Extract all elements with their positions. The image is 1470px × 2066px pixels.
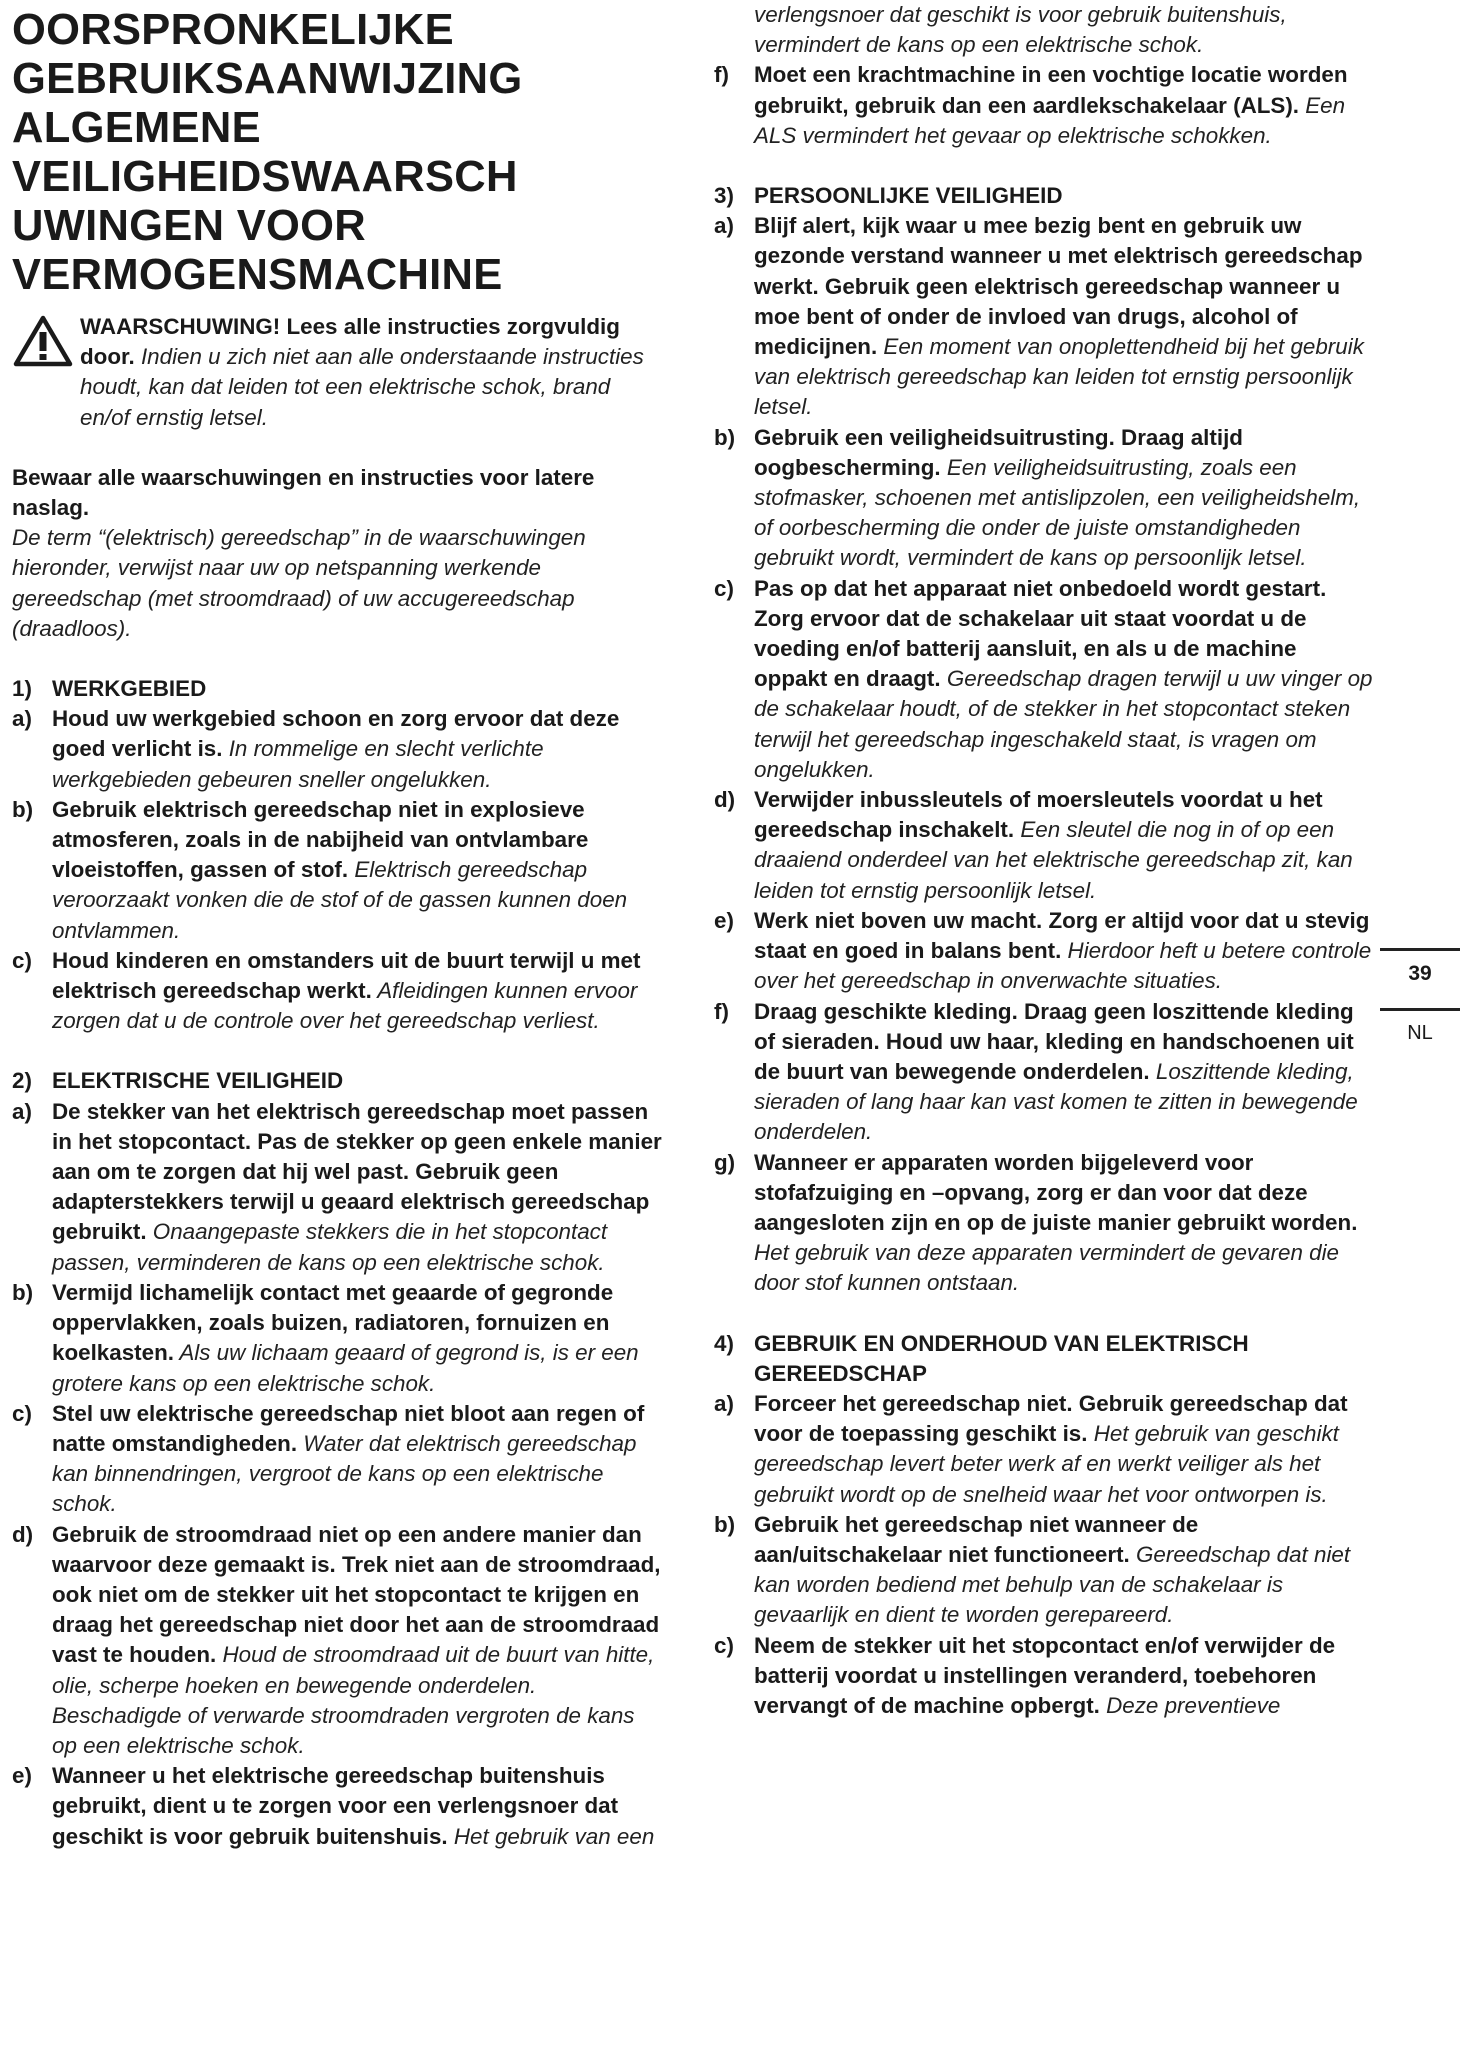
item-label: e) xyxy=(12,1763,32,1789)
continued-italic: verlengsnoer dat geschikt is voor gebruik buitenshuis, vermindert de kans op een elektrische schok. xyxy=(754,2,1287,58)
item-bold: Vermijd lichamelijk contact met geaarde of gegronde oppervlakken, zoals buizen, radiatoren, fornuizen en koelkasten. xyxy=(52,1279,614,1366)
item-italic: Water dat elektrisch gereedschap kan binnendringen, vergroot de kans op een elektrische schok. xyxy=(52,1430,637,1517)
item-bold: Houd uw werkgebied schoon en zorg ervoor dat deze goed verlicht is. xyxy=(52,706,620,762)
section-heading-3 xyxy=(714,181,1374,211)
item-label: b) xyxy=(714,1511,736,1537)
item-italic: Gereedschap dat niet kan worden bediend met behulp van de schakelaar is gevaarlijk en dient te worden gerepareerd. xyxy=(754,1541,1351,1628)
item-italic: Een veiligheidsuitrusting, zoals een stofmasker, schoenen met antislipzolen, een veiligheidshelm, of oorbescherming die onder de juiste omstandigheden gebruikt wordt, vermindert de kans op persoonlijk letsel. xyxy=(754,454,1361,571)
section-heading-1 xyxy=(12,674,664,704)
item-label: a) xyxy=(714,213,734,239)
title-line: OORSPRONKELIJKE xyxy=(12,6,454,54)
right-column xyxy=(714,0,1374,1721)
section-title: ELEKTRISCHE VEILIGHEID xyxy=(52,1068,344,1094)
list-item xyxy=(714,906,1374,997)
title-line: VEILIGHEIDSWAARSCH xyxy=(12,153,518,201)
term-definition xyxy=(12,523,664,644)
item-italic: Een sleutel die nog in of op een draaiend onderdeel van het elektrische gereedschap zit, kan leiden tot ernstig persoonlijk letsel. xyxy=(754,817,1353,903)
item-italic: Het gebruik van deze apparaten vermindert de gevaren die door stof kunnen ontstaan. xyxy=(754,1240,1340,1296)
item-bold: Gebruik het gereedschap niet wanneer de aan/uitschakelaar niet functioneert. xyxy=(754,1511,1199,1567)
item-bold: Houd kinderen en omstanders uit de buurt terwijl u met elektrisch gereedschap werkt. xyxy=(52,947,641,1004)
item-italic: In rommelige en slecht verlichte werkgebieden gebeuren sneller ongelukken. xyxy=(52,736,544,792)
title-line: GEBRUIKSAANWIJZING xyxy=(12,55,523,103)
left-column xyxy=(12,0,664,1852)
item-label: a) xyxy=(714,1390,734,1416)
list-item xyxy=(714,1510,1374,1631)
section-1-list xyxy=(12,704,664,1036)
item-label: d) xyxy=(12,1521,34,1547)
item-bold: Gebruik de stroomdraad niet op een andere manier dan waarvoor deze gemaakt is. Trek niet aan de stroomdraad, ook niet om de stekker uit het stopcontact te krijgen en draag het gereedschap niet door het aan de stroomdraad vast te houden. xyxy=(52,1521,661,1668)
warning-bold: WAARSCHUWING! Lees alle instructies zorgvuldig door. xyxy=(80,314,620,370)
warning-text xyxy=(12,312,664,433)
section-title: WERKGEBIED xyxy=(52,676,207,702)
item-bold: Stel uw elektrische gereedschap niet bloot aan regen of natte omstandigheden. xyxy=(52,1400,645,1456)
warning-italic: Indien u zich niet aan alle onderstaande instructies houdt, kan dat leiden tot een elektrische schok, brand en/of ernstig letsel. xyxy=(80,344,644,430)
item-bold: Blijf alert, kijk waar u mee bezig bent en gebruik uw gezonde verstand wanneer u met elektrisch gereedschap werkt. Gebruik geen elektrisch gereedschap wanneer u moe bent of onder de invloed van drugs, alcohol of medicijnen. xyxy=(754,213,1363,360)
keep-instructions xyxy=(12,463,664,523)
item-label: b) xyxy=(714,424,736,450)
item-bold: Neem de stekker uit het stopcontact en/of verwijder de batterij voordat u instellingen veranderd, toebehoren vervangt of de machine opbergt. xyxy=(754,1632,1336,1718)
item-italic: Onaangepaste stekkers die in het stopcontact passen, verminderen de kans op een elektrische schok. xyxy=(52,1219,608,1275)
list-item xyxy=(714,1389,1374,1510)
item-label: f) xyxy=(714,62,729,88)
item-bold: Pas op dat het apparaat niet onbedoeld wordt gestart. Zorg ervoor dat de schakelaar uit staat voordat u de voeding en/of batterij aansluit, en als u de machine oppakt en draagt. xyxy=(754,575,1327,692)
list-item xyxy=(714,211,1374,422)
page-title xyxy=(12,6,664,300)
section-number: 2) xyxy=(12,1068,32,1094)
list-item xyxy=(12,1278,664,1399)
item-bold: Verwijder inbussleutels of moersleutels voordat u het gereedschap inschakelt. xyxy=(754,787,1323,843)
item-italic: Loszittende kleding, sieraden of lang haar kan vast komen te zitten in bewegende onderdelen. xyxy=(754,1058,1358,1145)
item-bold: Gebruik elektrisch gereedschap niet in explosieve atmosferen, zoals in de nabijheid van ontvlambare vloeistoffen, gassen of stof. xyxy=(52,796,589,883)
item-label: g) xyxy=(714,1149,736,1175)
list-item xyxy=(12,704,664,795)
section-title: GEBRUIK EN ONDERHOUD VAN ELEKTRISCH GEREEDSCHAP xyxy=(754,1330,1249,1386)
list-item xyxy=(714,785,1374,906)
list-item xyxy=(12,1399,664,1520)
list-item xyxy=(714,423,1374,574)
item-bold: Werk niet boven uw macht. Zorg er altijd voor dat u stevig staat en goed in balans bent. xyxy=(754,907,1370,964)
item-label: c) xyxy=(714,575,734,601)
list-item xyxy=(714,997,1374,1148)
section-heading-4 xyxy=(714,1329,1374,1389)
item-label: d) xyxy=(714,787,736,813)
list-item xyxy=(714,574,1374,785)
item-bold: Moet een krachtmachine in een vochtige locatie worden gebruikt, gebruik dan een aardlekschakelaar (ALS). xyxy=(754,62,1348,118)
section-heading-2 xyxy=(12,1066,664,1096)
item-italic: Deze preventieve xyxy=(1099,1692,1281,1718)
item-label: c) xyxy=(12,1400,32,1426)
item-bold: Forceer het gereedschap niet. Gebruik gereedschap dat voor de toepassing geschikt is. xyxy=(754,1390,1348,1447)
item-italic: Het gebruik van geschikt gereedschap levert beter werk af en werkt veiliger als het gebruikt wordt op de snelheid waar het voor ontworpen is. xyxy=(754,1421,1339,1507)
item-label: f) xyxy=(714,998,729,1024)
item-label: a) xyxy=(12,1098,32,1124)
warning-triangle-icon xyxy=(12,314,74,368)
item-bold: Wanneer u het elektrische gereedschap buitenshuis gebruikt, dient u te zorgen voor een verlengsnoer dat geschikt is voor gebruik buitenshuis. xyxy=(52,1763,619,1849)
list-item xyxy=(12,795,664,946)
list-item xyxy=(12,946,664,1037)
list-item xyxy=(714,60,1374,151)
page-number: 39 xyxy=(1408,962,1432,985)
item-label: b) xyxy=(12,796,34,822)
list-item xyxy=(12,1520,664,1762)
section-4-list xyxy=(714,1389,1374,1721)
warning-block xyxy=(12,312,664,433)
item-italic: Het gebruik van een xyxy=(447,1823,655,1849)
continued-text xyxy=(714,0,1374,60)
item-label: e) xyxy=(714,907,734,933)
section-3-list xyxy=(714,211,1374,1298)
title-line: UWINGEN VOOR xyxy=(12,202,367,250)
list-item xyxy=(714,1148,1374,1299)
item-italic: Een ALS vermindert het gevaar op elektrische schokken. xyxy=(754,92,1346,148)
item-italic: Elektrisch gereedschap veroorzaakt vonken die de stof of de gassen kunnen doen ontvlammen. xyxy=(52,857,628,943)
item-italic: Gereedschap dragen terwijl u uw vinger op de schakelaar houdt, of de stekker in het stopcontact steken terwijl het gereedschap ingeschakeld staat, is vragen om ongelukken. xyxy=(754,666,1373,782)
item-italic: Houd de stroomdraad uit de buurt van hitte, olie, scherpe hoeken en bewegende onderdelen. Beschadigde of verwarde stroomdraden vergroten de kans op een elektrische schok. xyxy=(52,1642,655,1758)
list-item xyxy=(714,1631,1374,1722)
section-2-list xyxy=(12,1097,664,1852)
term-definition-text: De term “(elektrisch) gereedschap” in de waarschuwingen hieronder, verwijst naar uw op netspanning werkende gereedschap (met stroomdraad) of uw accugereedschap (draadloos). xyxy=(12,525,586,641)
list-item xyxy=(12,1761,664,1852)
section-number: 1) xyxy=(12,676,32,702)
item-italic: Een moment van onoplettendheid bij het gebruik van elektrisch gereedschap kan leiden tot ernstig persoonlijk letsel. xyxy=(754,334,1364,420)
list-item xyxy=(12,1097,664,1278)
keep-bold: Bewaar alle waarschuwingen en instructies voor latere naslag. xyxy=(12,464,595,521)
section-number: 3) xyxy=(714,183,734,209)
item-italic: Hierdoor heft u betere controle over het gereedschap in onverwachte situaties. xyxy=(754,938,1372,994)
title-line: VERMOGENSMACHINE xyxy=(12,251,503,299)
item-bold: Wanneer er apparaten worden bijgeleverd voor stofafzuiging en –opvang, zorg er dan voor dat deze aangesloten zijn en op de juiste manier gebruikt worden. xyxy=(754,1149,1358,1235)
item-bold: Draag geschikte kleding. Draag geen loszittende kleding of sieraden. Houd uw haar, kleding en handschoenen uit de buurt van bewegende onderdelen. xyxy=(754,998,1354,1084)
item-label: c) xyxy=(714,1632,734,1658)
item-bold: Gebruik een veiligheidsuitrusting. Draag altijd oogbescherming. xyxy=(754,424,1243,480)
item-bold: De stekker van het elektrisch gereedschap moet passen in het stopcontact. Pas de stekker op geen enkele manier aan om te zorgen dat hij wel past. Gebruik geen adapterstekkers terwijl u geaard elektrisch gereedschap gebruikt. xyxy=(52,1098,662,1245)
item-italic: Als uw lichaam geaard of gegrond is, is er een grotere kans op een elektrische schok. xyxy=(52,1340,639,1396)
item-label: c) xyxy=(12,947,32,973)
item-label: a) xyxy=(12,706,32,732)
language-code: NL xyxy=(1407,1022,1433,1044)
item-label: b) xyxy=(12,1279,34,1305)
section-number: 4) xyxy=(714,1330,734,1356)
title-line: ALGEMENE xyxy=(12,104,261,152)
section-title: PERSOONLIJKE VEILIGHEID xyxy=(754,183,1063,209)
item-italic: Afleidingen kunnen ervoor zorgen dat u de controle over het gereedschap verliest. xyxy=(52,978,638,1034)
divider xyxy=(1380,948,1460,951)
divider xyxy=(1380,1008,1460,1011)
